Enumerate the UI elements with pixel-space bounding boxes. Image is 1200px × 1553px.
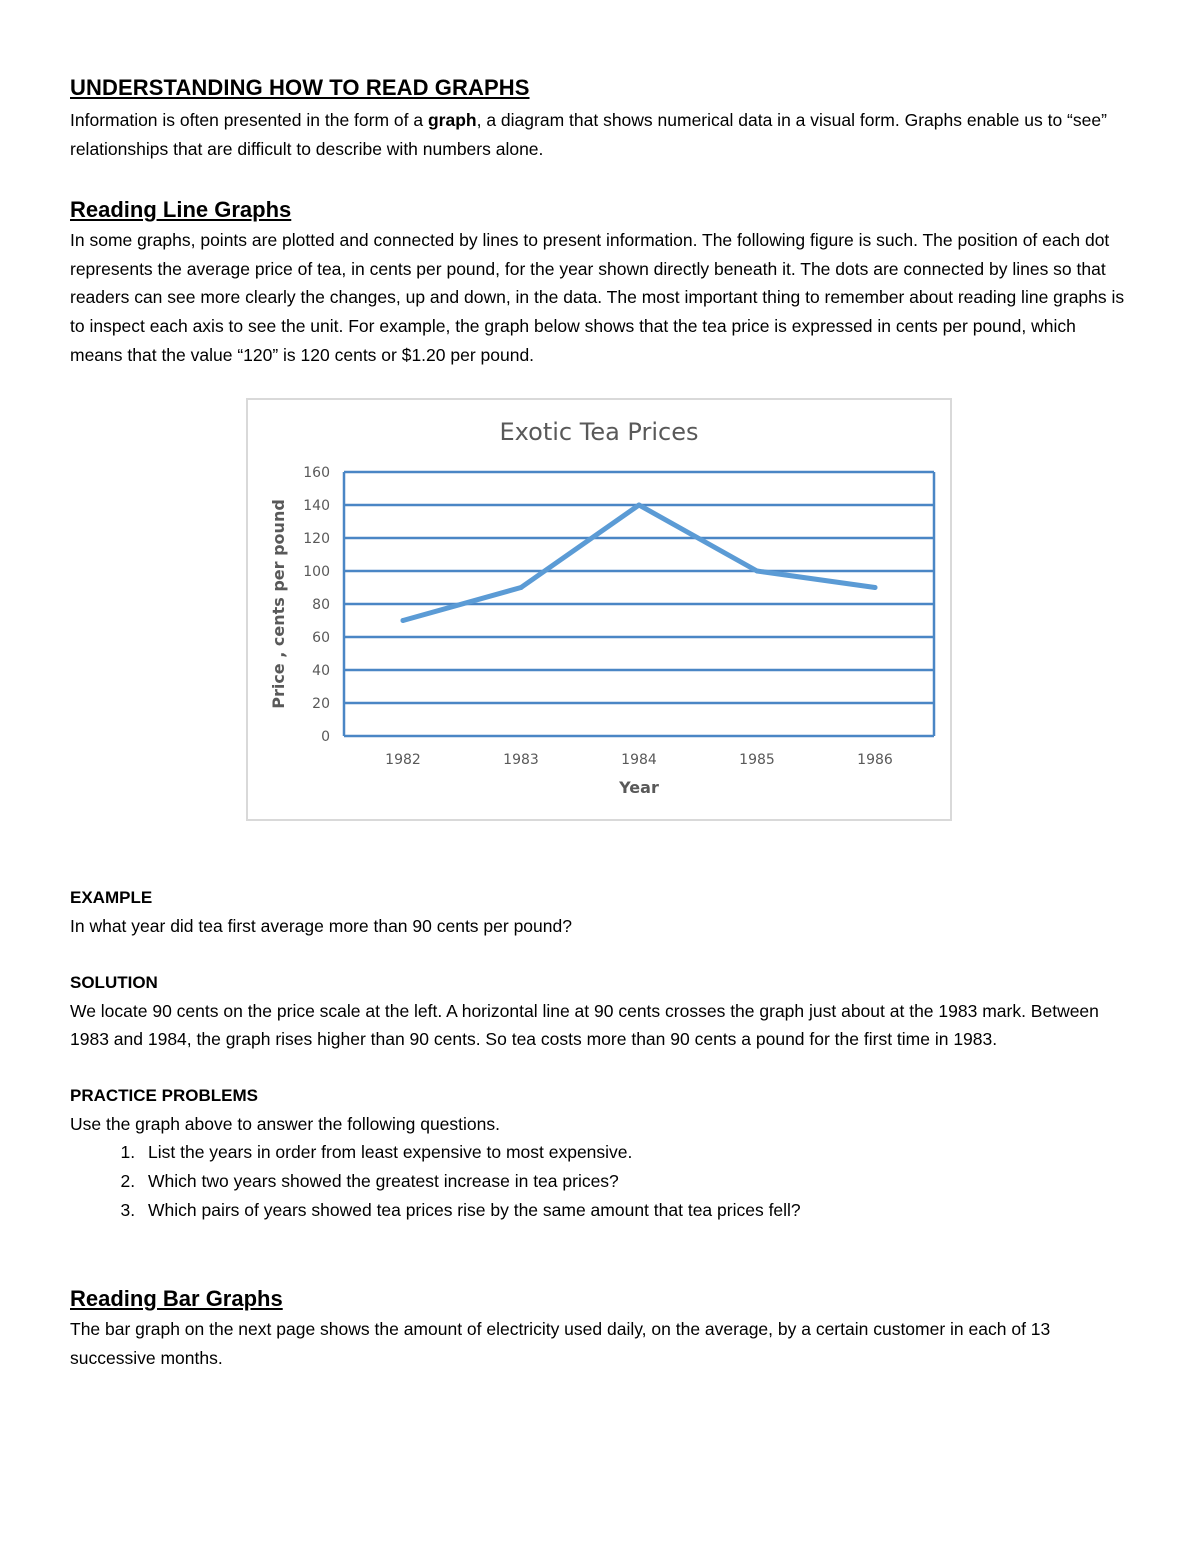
practice-list <box>70 1138 1130 1224</box>
bar-graphs-heading: Reading Bar Graphs <box>70 1286 283 1311</box>
x-tick-label: 1982 <box>385 752 421 768</box>
x-tick-label: 1986 <box>857 752 893 768</box>
y-tick-label: 60 <box>312 630 330 646</box>
y-tick-label: 0 <box>321 729 330 745</box>
chart-title: Exotic Tea Prices <box>499 418 699 446</box>
y-tick-label: 40 <box>312 663 330 679</box>
chart-container <box>246 398 952 821</box>
intro-paragraph <box>70 106 1130 163</box>
x-tick-label: 1984 <box>621 752 657 768</box>
y-tick-label: 140 <box>303 498 330 514</box>
solution-text: We locate 90 cents on the price scale at the left. A horizontal line at 90 cents crosses the graph just about at the 1983 mark. Between 1983 and 1984, the graph rises higher than 90 cents. So tea costs more than 90 cents a pound for the first time in 1983. <box>70 1000 1099 1050</box>
x-tick-label: 1985 <box>739 752 775 768</box>
intro-text-before: Information is often presented in the form of a <box>70 110 428 130</box>
practice-item: 1. List the years in order from least expensive to most expensive. <box>140 1138 1130 1167</box>
practice-item: 2. Which two years showed the greatest increase in tea prices? <box>140 1167 1130 1196</box>
y-tick-label: 100 <box>303 564 330 580</box>
document-title: UNDERSTANDING HOW TO READ GRAPHS <box>70 75 530 100</box>
data-point <box>755 569 760 574</box>
intro-text-after: , a diagram that shows numerical data in a visual form. Graphs enable us to “see” relationships that are difficult to describe with numbers alone. <box>70 110 1107 159</box>
example-label: EXAMPLE <box>70 888 153 907</box>
example-section <box>70 884 1130 1224</box>
line-graphs-heading: Reading Line Graphs <box>70 197 292 223</box>
y-tick-label: 20 <box>312 696 330 712</box>
example-question: In what year did tea first average more than 90 cents per pound? <box>70 916 572 936</box>
y-tick-label: 80 <box>312 597 330 613</box>
practice-label: PRACTICE PROBLEMS <box>70 1085 258 1105</box>
y-axis-label: Price , cents per pound <box>269 499 288 709</box>
data-point <box>401 618 406 623</box>
bar-graphs-section <box>70 1284 1130 1372</box>
data-point <box>873 585 878 590</box>
solution-label: SOLUTION <box>70 972 158 992</box>
bar-graphs-paragraph: The bar graph on the next page shows the amount of electricity used daily, on the average, by a certain customer in each of 13 successive months. <box>70 1319 1051 1368</box>
x-tick-label: 1983 <box>503 752 539 768</box>
line-chart <box>248 400 950 819</box>
data-point <box>637 503 642 508</box>
y-tick-label: 120 <box>303 531 330 547</box>
line-graphs-paragraph: In some graphs, points are plotted and connected by lines to present information. The following figure is such. The position of each dot represents the average price of tea, in cents per pound, for the year shown directly beneath it. The dots are connected by lines so that readers can see more clearly the changes, up and down, in the data. The most important thing to remember about reading line graphs is to inspect each axis to see the unit. For example, the graph below shows that the tea price is expressed in cents per pound, which means that the value “120” is 120 cents or $1.20 per pound. <box>70 230 1125 365</box>
x-axis-label: Year <box>619 778 659 797</box>
practice-intro: Use the graph above to answer the following questions. <box>70 1113 500 1134</box>
data-point <box>519 585 524 590</box>
practice-item: 3. Which pairs of years showed tea prices rise by the same amount that tea prices fell? <box>140 1196 1130 1225</box>
intro-bold-term: graph <box>427 110 477 130</box>
document-page <box>70 72 1130 369</box>
y-tick-label: 160 <box>303 465 330 481</box>
